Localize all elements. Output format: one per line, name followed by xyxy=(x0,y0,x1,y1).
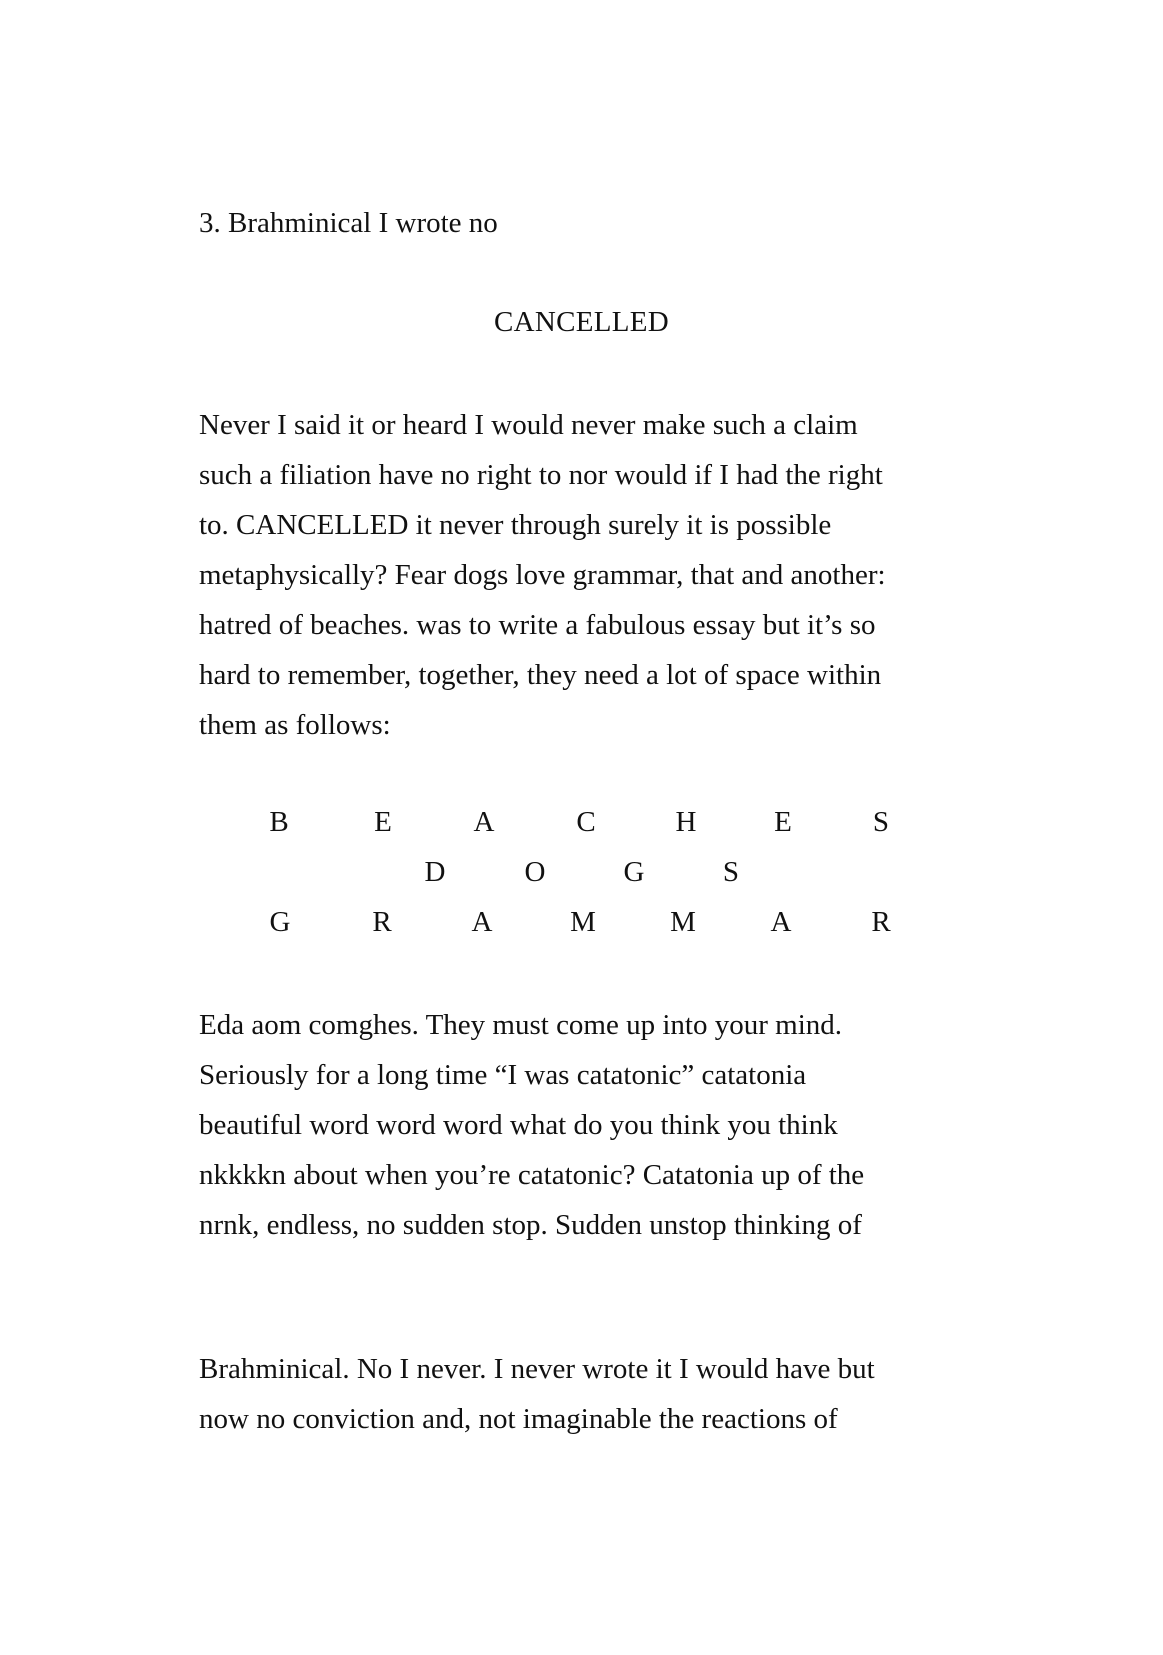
text-line: hatred of beaches. was to write a fabulous essay but it’s so xyxy=(199,609,876,641)
letter: G xyxy=(623,856,645,888)
paragraph-3 xyxy=(199,1344,959,1444)
spaced-word-dogs xyxy=(0,847,1163,897)
text-line: Eda aom comghes. They must come up into your mind. xyxy=(199,1009,842,1041)
letter: E xyxy=(774,806,792,838)
letter: S xyxy=(872,806,890,838)
letter: R xyxy=(372,906,392,938)
text-line: nrnk, endless, no sudden stop. Sudden unstop thinking of xyxy=(199,1209,862,1241)
letter: S xyxy=(722,856,740,888)
letter: B xyxy=(269,806,289,838)
text-line: beautiful word word word what do you think you think xyxy=(199,1109,838,1141)
text-line: hard to remember, together, they need a lot of space within xyxy=(199,659,882,691)
text-line: them as follows: xyxy=(199,709,391,741)
letter: M xyxy=(670,906,696,938)
letter: D xyxy=(424,856,446,888)
letter: A xyxy=(473,806,495,838)
letter: A xyxy=(770,906,792,938)
cancelled-title: CANCELLED xyxy=(493,306,670,338)
text-line: nkkkkn about when you’re catatonic? Catatonia up of the xyxy=(199,1159,865,1191)
letter: C xyxy=(576,806,596,838)
letter: E xyxy=(374,806,392,838)
text-line: Never I said it or heard I would never make such a claim xyxy=(199,409,858,441)
spaced-word-grammar xyxy=(0,897,1163,947)
letter: O xyxy=(524,856,546,888)
letter: A xyxy=(471,906,493,938)
text-line: to. CANCELLED it never through surely it is possible xyxy=(199,509,832,541)
letter: H xyxy=(675,806,697,838)
letter: G xyxy=(269,906,291,938)
text-line: Seriously for a long time “I was catatonic” catatonia xyxy=(199,1059,807,1091)
text-line: Brahminical. No I never. I never wrote it I would have but xyxy=(199,1353,875,1385)
section-heading: 3. Brahminical I wrote no xyxy=(199,207,498,239)
text-line: such a filiation have no right to nor would if I had the right xyxy=(199,459,883,491)
text-line: metaphysically? Fear dogs love grammar, that and another: xyxy=(199,559,886,591)
spaced-word-beaches xyxy=(0,797,1163,847)
paragraph-1 xyxy=(199,400,959,750)
text-line: now no conviction and, not imaginable the reactions of xyxy=(199,1403,838,1435)
letter: M xyxy=(570,906,596,938)
paragraph-2 xyxy=(199,1000,959,1250)
letter: R xyxy=(871,906,891,938)
